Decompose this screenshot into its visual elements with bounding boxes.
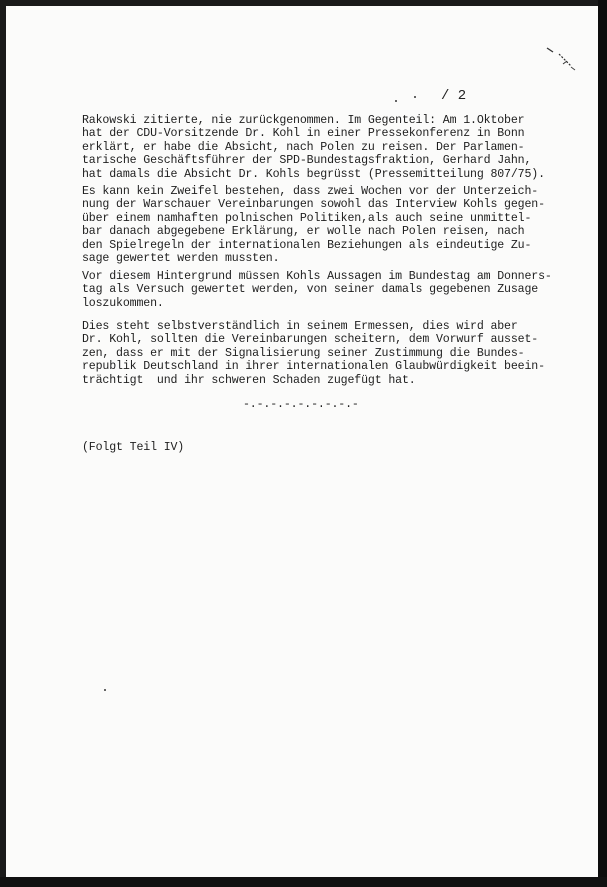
corner-pen-mark (545, 44, 585, 74)
paragraph-2: Es kann kein Zweifel bestehen, dass zwei Wochen vor der Unterzeich- nung der Warschauer Vereinbarungen sowohl das Interview Kohls gegen- über einem namhaften polnischen Politiken,als auch seine unmittel- bar danach abgegebene Erklärung, er wolle nach Polen reisen, nach den Spielregeln der internationalen Beziehungen als eindeutige Zu- sage gewertet werden mussten. (82, 185, 545, 266)
paragraph-1: Rakowski zitierte, nie zurückgenommen. Im Gegenteil: Am 1.Oktober hat der CDU-Vorsitzende Dr. Kohl in einer Pressekonferenz in Bonn erklärt, er habe die Absicht, nach Polen zu reisen. Der Parlamen- tarische Geschäftsführer der SPD-Bundestagsfraktion, Gerhard Jahn, hat damals die Absicht Dr. Kohls begrüsst (Pressemitteilung 807/75). (82, 114, 545, 181)
paragraph-3: Vor diesem Hintergrund müssen Kohls Aussagen im Bundestag am Donners- tag als Versuch gewertet werden, von seiner damals gegebenen Zusage loszukommen. (82, 270, 552, 310)
scan-edge-bottom (0, 877, 607, 887)
closing-note: (Folgt Teil IV) (82, 441, 185, 454)
speck-mark (104, 689, 106, 691)
speck-mark (414, 96, 416, 98)
section-separator: -.-.-.-.-.-.-.-.- (243, 398, 359, 411)
page-number: / 2 (441, 88, 467, 104)
scan-edge-right (598, 0, 607, 887)
paragraph-4: Dies steht selbstverständlich in seinem Ermessen, dies wird aber Dr. Kohl, sollten die Vereinbarungen scheitern, dem Vorwurf ausset- zen, dass er mit der Signalisierung seiner Zustimmung die Bundes- republik Deutschland in ihrer internationalen Glaubwürdigkeit beein- trächtigt und ihr schweren Schaden zugefügt hat. (82, 320, 545, 387)
speck-mark (395, 100, 397, 102)
